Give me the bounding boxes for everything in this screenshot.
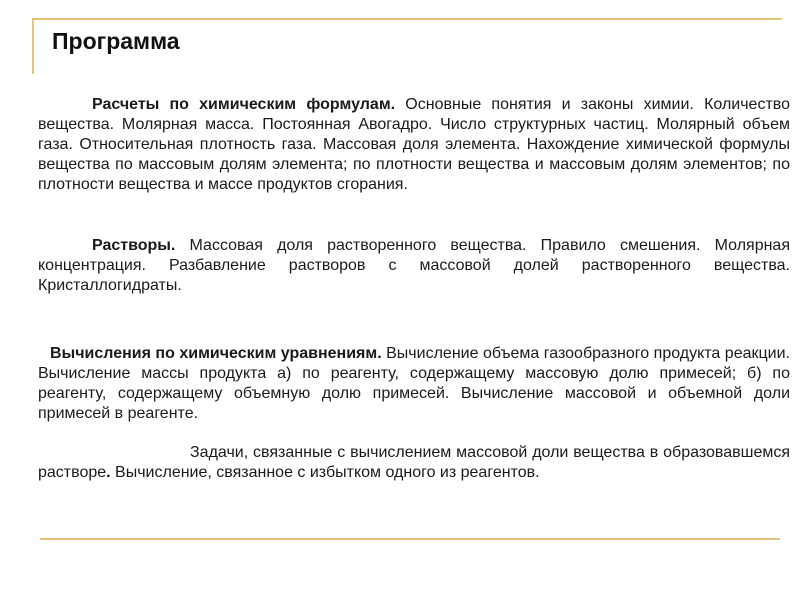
paragraph-text: Массовая доля растворенного вещества. Правило смешения. Молярная концентрация. Разбавление растворов с массовой долей растворенного вещества. Кристаллогидраты. — [38, 237, 790, 294]
frame-left-rule — [32, 18, 34, 74]
paragraph-text-continued: Вычисление, связанное с избытком одного из реагентов. — [110, 464, 540, 481]
paragraph-solutions — [38, 236, 790, 296]
paragraph-chemical-formulas — [38, 95, 790, 195]
paragraph-text: Задачи, связанные с вычислением массовой доли вещества в образовавшемся растворе — [38, 444, 790, 481]
paragraph-lead: Вычисления по химическим уравнениям. — [50, 345, 382, 362]
frame-top-rule — [32, 18, 782, 20]
slide-title: Программа — [52, 28, 180, 54]
paragraph-text: Вычисление объема газообразного продукта реакции. Вычисление массы продукта а) по реагенту, содержащему массовую долю примесей; б) по реагенту, содержащему объемную долю примесей. Вычисление массовой и объемной доли примесей в реагенте. — [38, 345, 790, 422]
frame-bottom-rule — [40, 538, 780, 540]
paragraph-lead: Растворы. — [92, 237, 176, 254]
paragraph-dot: . — [106, 464, 111, 481]
paragraph-text: Основные понятия и законы химии. Количество вещества. Молярная масса. Постоянная Авогадро. Число структурных частиц. Молярный объем газа. Относительная плотность газа. Массовая доля элемента. Нахождение химической формулы вещества по массовым долям элемента; по плотности вещества и массовым долям элементов; по плотности вещества и массе продуктов сгорания. — [38, 96, 790, 193]
paragraph-lead: Расчеты по химическим формулам. — [92, 96, 396, 113]
paragraph-equations — [38, 344, 790, 424]
paragraph-tasks — [38, 443, 790, 483]
